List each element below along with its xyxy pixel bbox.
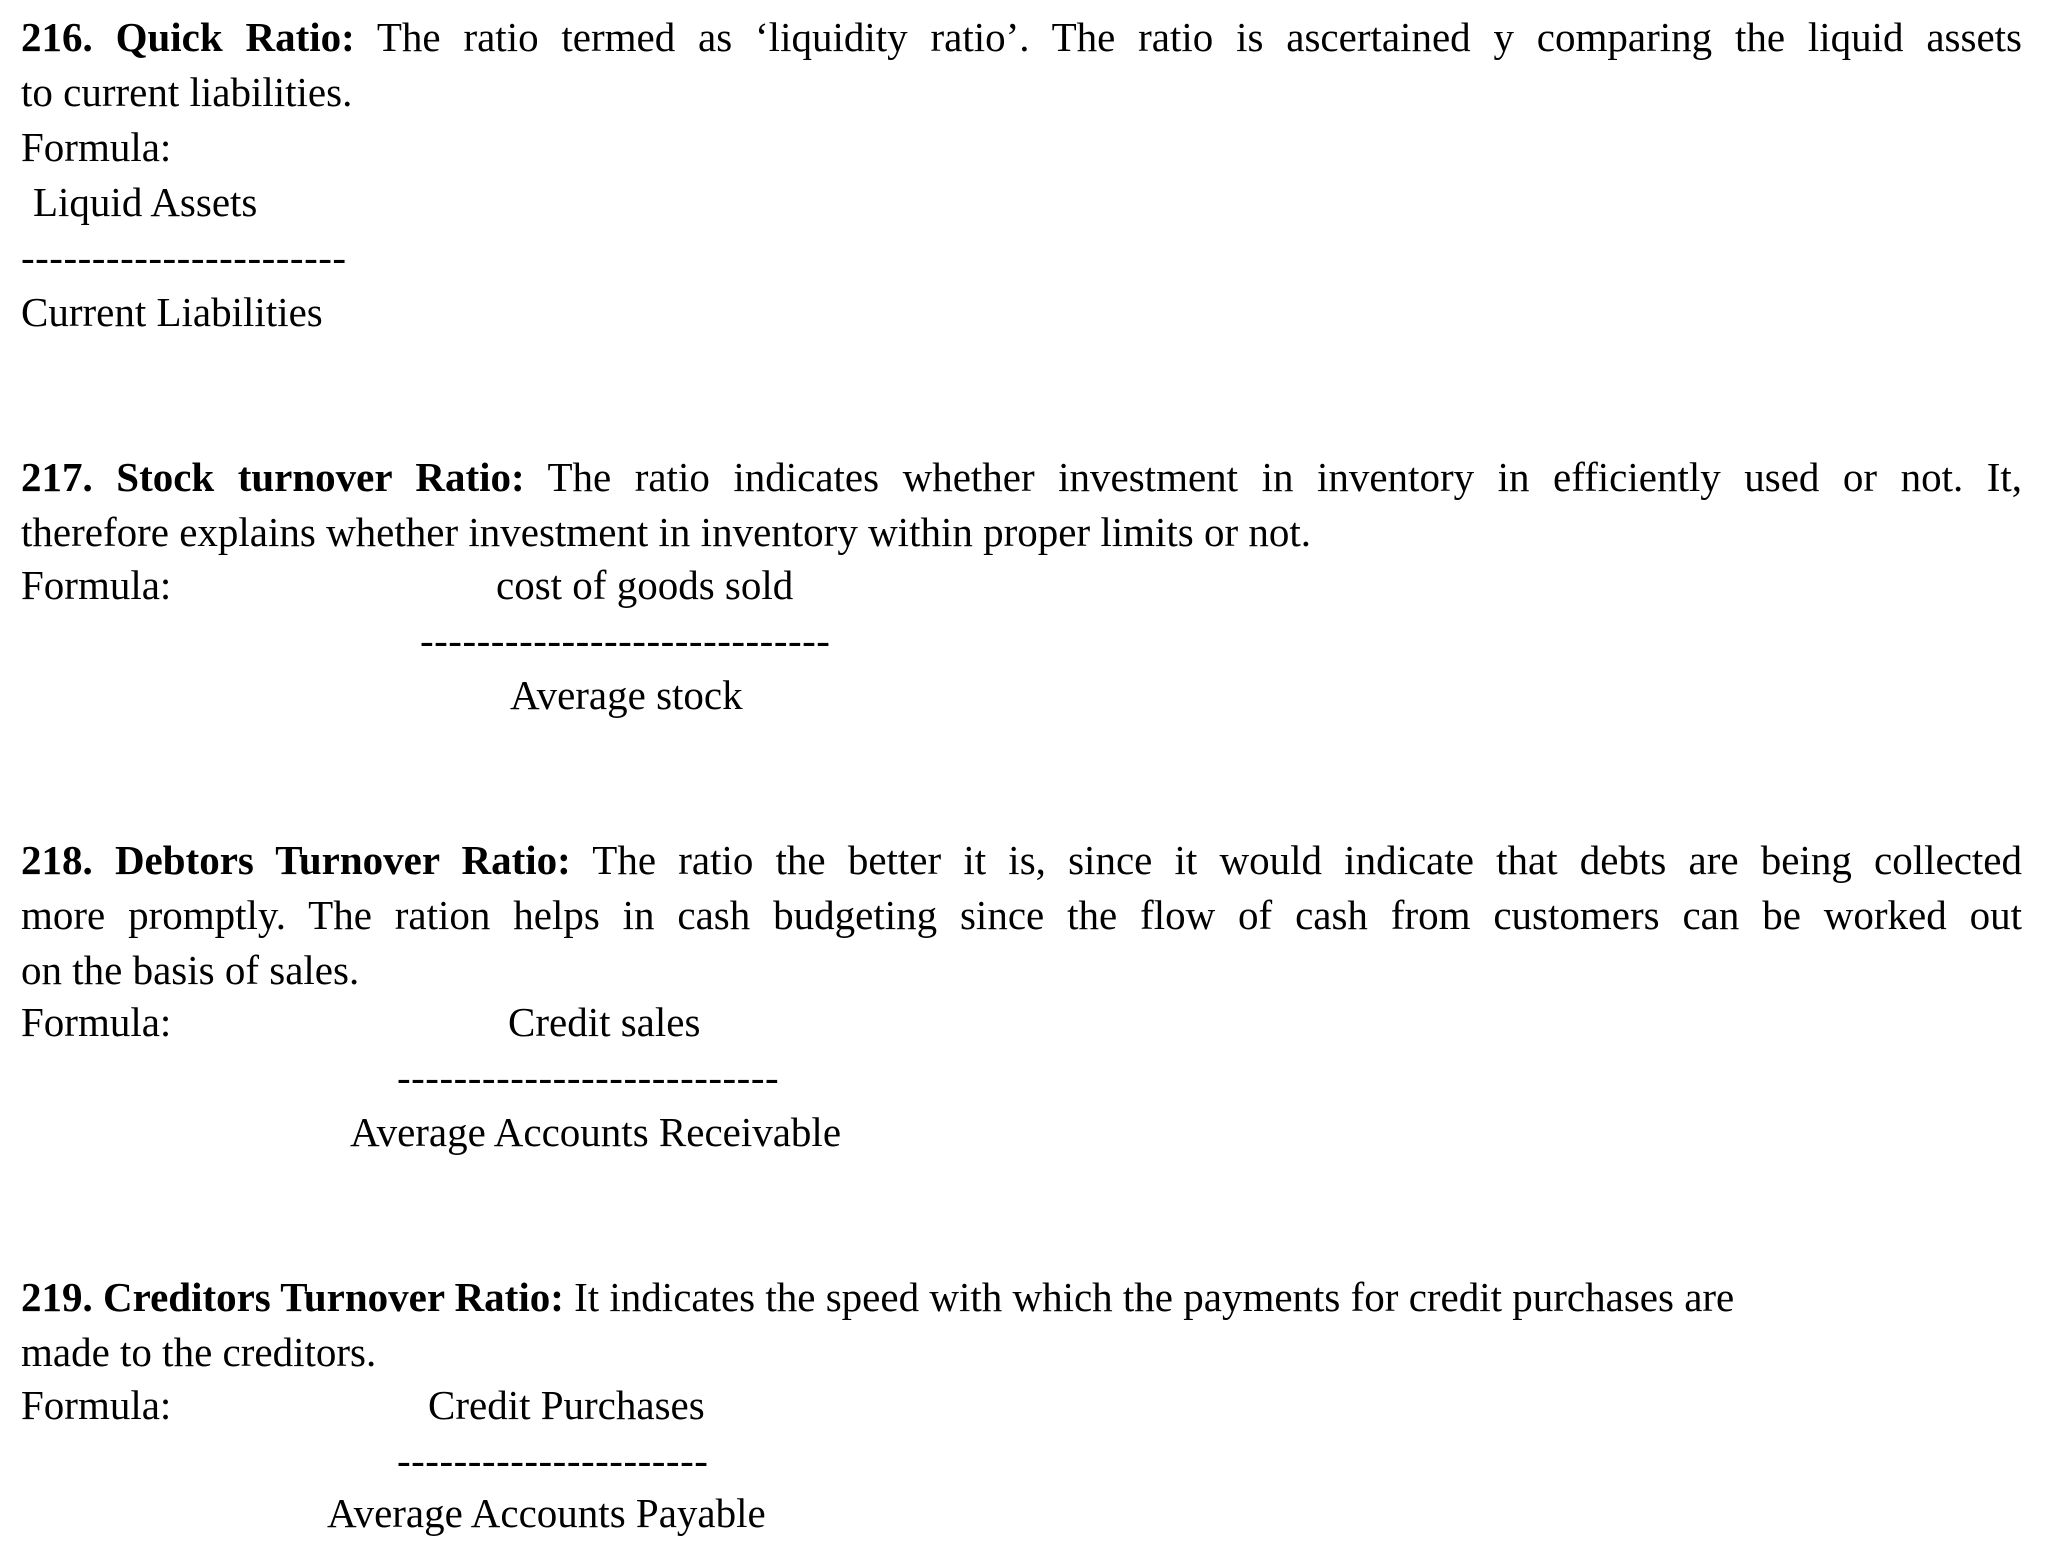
section-217-heading: [21, 454, 525, 500]
section-217-denominator: Average stock: [510, 672, 743, 718]
section-216-heading: [21, 14, 355, 60]
section-218-formula-label: Formula:: [21, 999, 172, 1045]
section-216-formula-label: Formula:: [21, 124, 172, 170]
section-216-text-1: The ratio termed as ‘liquidity ratio’. The ratio is ascertained y comparing the liquid assets: [376, 14, 2022, 60]
section-219-line-1: [21, 1270, 1734, 1325]
section-219-text-1: It indicates the speed with which the payments for credit purchases are: [574, 1274, 1735, 1320]
section-216-line-1: [21, 10, 2022, 65]
section-218-heading: [21, 837, 571, 883]
section-219-numerator: Credit Purchases: [428, 1382, 705, 1428]
section-216-number: 216.: [21, 14, 93, 60]
section-217-numerator: cost of goods sold: [496, 562, 794, 608]
section-218-line-1: [21, 833, 2022, 888]
section-217-divider: -----------------------------: [420, 617, 831, 663]
section-219-term: Creditors Turnover Ratio:: [103, 1274, 564, 1320]
section-218-numerator: Credit sales: [508, 999, 701, 1045]
section-219-denominator: Average Accounts Payable: [327, 1490, 766, 1536]
section-219-number: 219.: [21, 1274, 93, 1320]
section-218-term: Debtors Turnover Ratio:: [114, 837, 571, 883]
section-218-text-3: on the basis of sales.: [21, 947, 360, 993]
section-216-term: Quick Ratio:: [115, 14, 355, 60]
section-218-text-2: more promptly. The ration helps in cash budgeting since the flow of cash from customers can be worked out: [21, 892, 2022, 938]
section-217-text-1: The ratio indicates whether investment in inventory in efficiently used or not. It,: [547, 454, 2023, 500]
section-218-denominator: Average Accounts Receivable: [350, 1109, 842, 1155]
section-217-line-1: [21, 450, 2022, 505]
section-217-term: Stock turnover Ratio:: [116, 454, 525, 500]
section-217-formula-label: Formula:: [21, 562, 172, 608]
section-218-text-1: The ratio the better it is, since it would indicate that debts are being collected: [592, 837, 2023, 883]
section-217-number: 217.: [21, 454, 93, 500]
section-216-divider: -----------------------: [21, 234, 347, 280]
section-219-heading: [21, 1274, 564, 1320]
section-218-number: 218.: [21, 837, 93, 883]
section-219-text-2: made to the creditors.: [21, 1329, 377, 1375]
section-216-denominator: Current Liabilities: [21, 289, 323, 335]
section-219-divider: ----------------------: [397, 1437, 709, 1483]
section-216-numerator: Liquid Assets: [33, 179, 258, 225]
section-217-text-2: therefore explains whether investment in inventory within proper limits or not.: [21, 509, 1312, 555]
section-216-text-2: to current liabilities.: [21, 69, 353, 115]
section-219-formula-label: Formula:: [21, 1382, 172, 1428]
section-218-divider: ---------------------------: [397, 1054, 780, 1100]
